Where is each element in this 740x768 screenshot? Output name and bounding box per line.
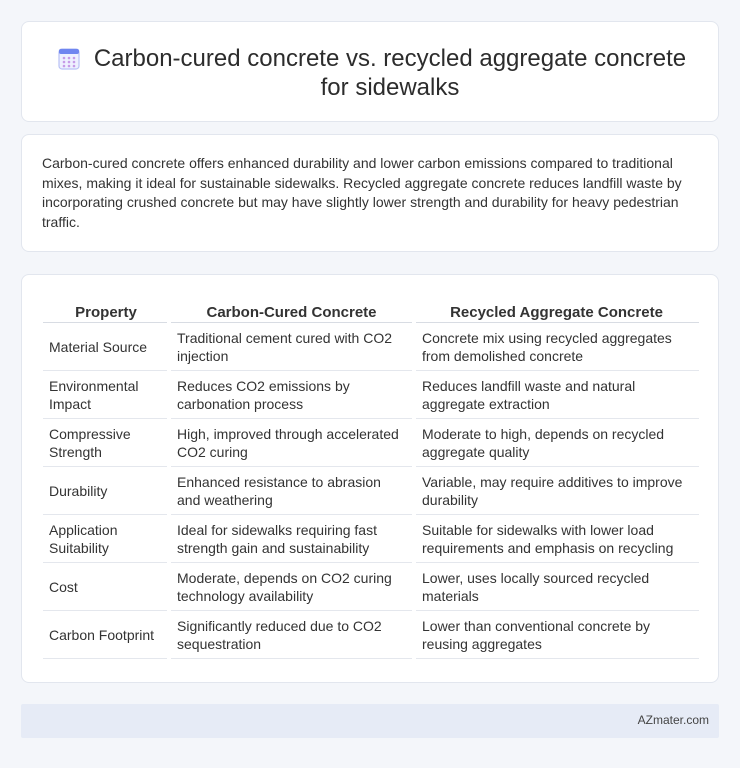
property-cell: Material Source: [43, 323, 169, 371]
footer-brand: AZmater.com: [637, 713, 709, 727]
property-cell: Environmental Impact: [43, 371, 169, 419]
recycled-aggregate-cell: Variable, may require additives to improve durability: [414, 467, 699, 515]
property-cell: Cost: [43, 563, 169, 611]
intro-card: [21, 134, 719, 252]
table-row: [43, 467, 699, 515]
table-row: [43, 515, 699, 563]
title-card: [21, 21, 719, 122]
column-header: Property: [43, 296, 169, 323]
property-cell: Compressive Strength: [43, 419, 169, 467]
table-row: [43, 323, 699, 371]
property-cell: Carbon Footprint: [43, 611, 169, 659]
carbon-cured-cell: Moderate, depends on CO2 curing technology availability: [169, 563, 414, 611]
carbon-cured-cell: Reduces CO2 emissions by carbonation process: [169, 371, 414, 419]
page-title: Carbon-cured concrete vs. recycled aggregate concrete for sidewalks: [93, 45, 687, 101]
recycled-aggregate-cell: Moderate to high, depends on recycled aggregate quality: [414, 419, 699, 467]
recycled-aggregate-cell: Lower than conventional concrete by reusing aggregates: [414, 611, 699, 659]
table-row: [43, 611, 699, 659]
recycled-aggregate-cell: Concrete mix using recycled aggregates from demolished concrete: [414, 323, 699, 371]
carbon-cured-cell: Ideal for sidewalks requiring fast strength gain and sustainability: [169, 515, 414, 563]
carbon-cured-cell: Enhanced resistance to abrasion and weathering: [169, 467, 414, 515]
recycled-aggregate-cell: Reduces landfill waste and natural aggregate extraction: [414, 371, 699, 419]
carbon-cured-cell: Traditional cement cured with CO2 injection: [169, 323, 414, 371]
table-row: [43, 419, 699, 467]
column-header: Carbon-Cured Concrete: [169, 296, 414, 323]
footer-bar: [21, 704, 719, 738]
table-row: [43, 371, 699, 419]
carbon-cured-cell: Significantly reduced due to CO2 sequestration: [169, 611, 414, 659]
table-header-row: [43, 296, 699, 323]
comparison-table: [43, 296, 699, 659]
intro-paragraph: Carbon-cured concrete offers enhanced durability and lower carbon emissions compared to traditional mixes, making it ideal for sustainable sidewalks. Recycled aggregate concrete reduces landfill waste by incorporating crushed concrete but may have slightly lower strength and durability for heavy pedestrian traffic.: [42, 155, 682, 230]
column-header: Recycled Aggregate Concrete: [414, 296, 699, 323]
property-cell: Durability: [43, 467, 169, 515]
recycled-aggregate-cell: Lower, uses locally sourced recycled materials: [414, 563, 699, 611]
recycled-aggregate-cell: Suitable for sidewalks with lower load requirements and emphasis on recycling: [414, 515, 699, 563]
table-row: [43, 563, 699, 611]
carbon-cured-cell: High, improved through accelerated CO2 curing: [169, 419, 414, 467]
property-cell: Application Suitability: [43, 515, 169, 563]
comparison-card: [21, 274, 719, 683]
